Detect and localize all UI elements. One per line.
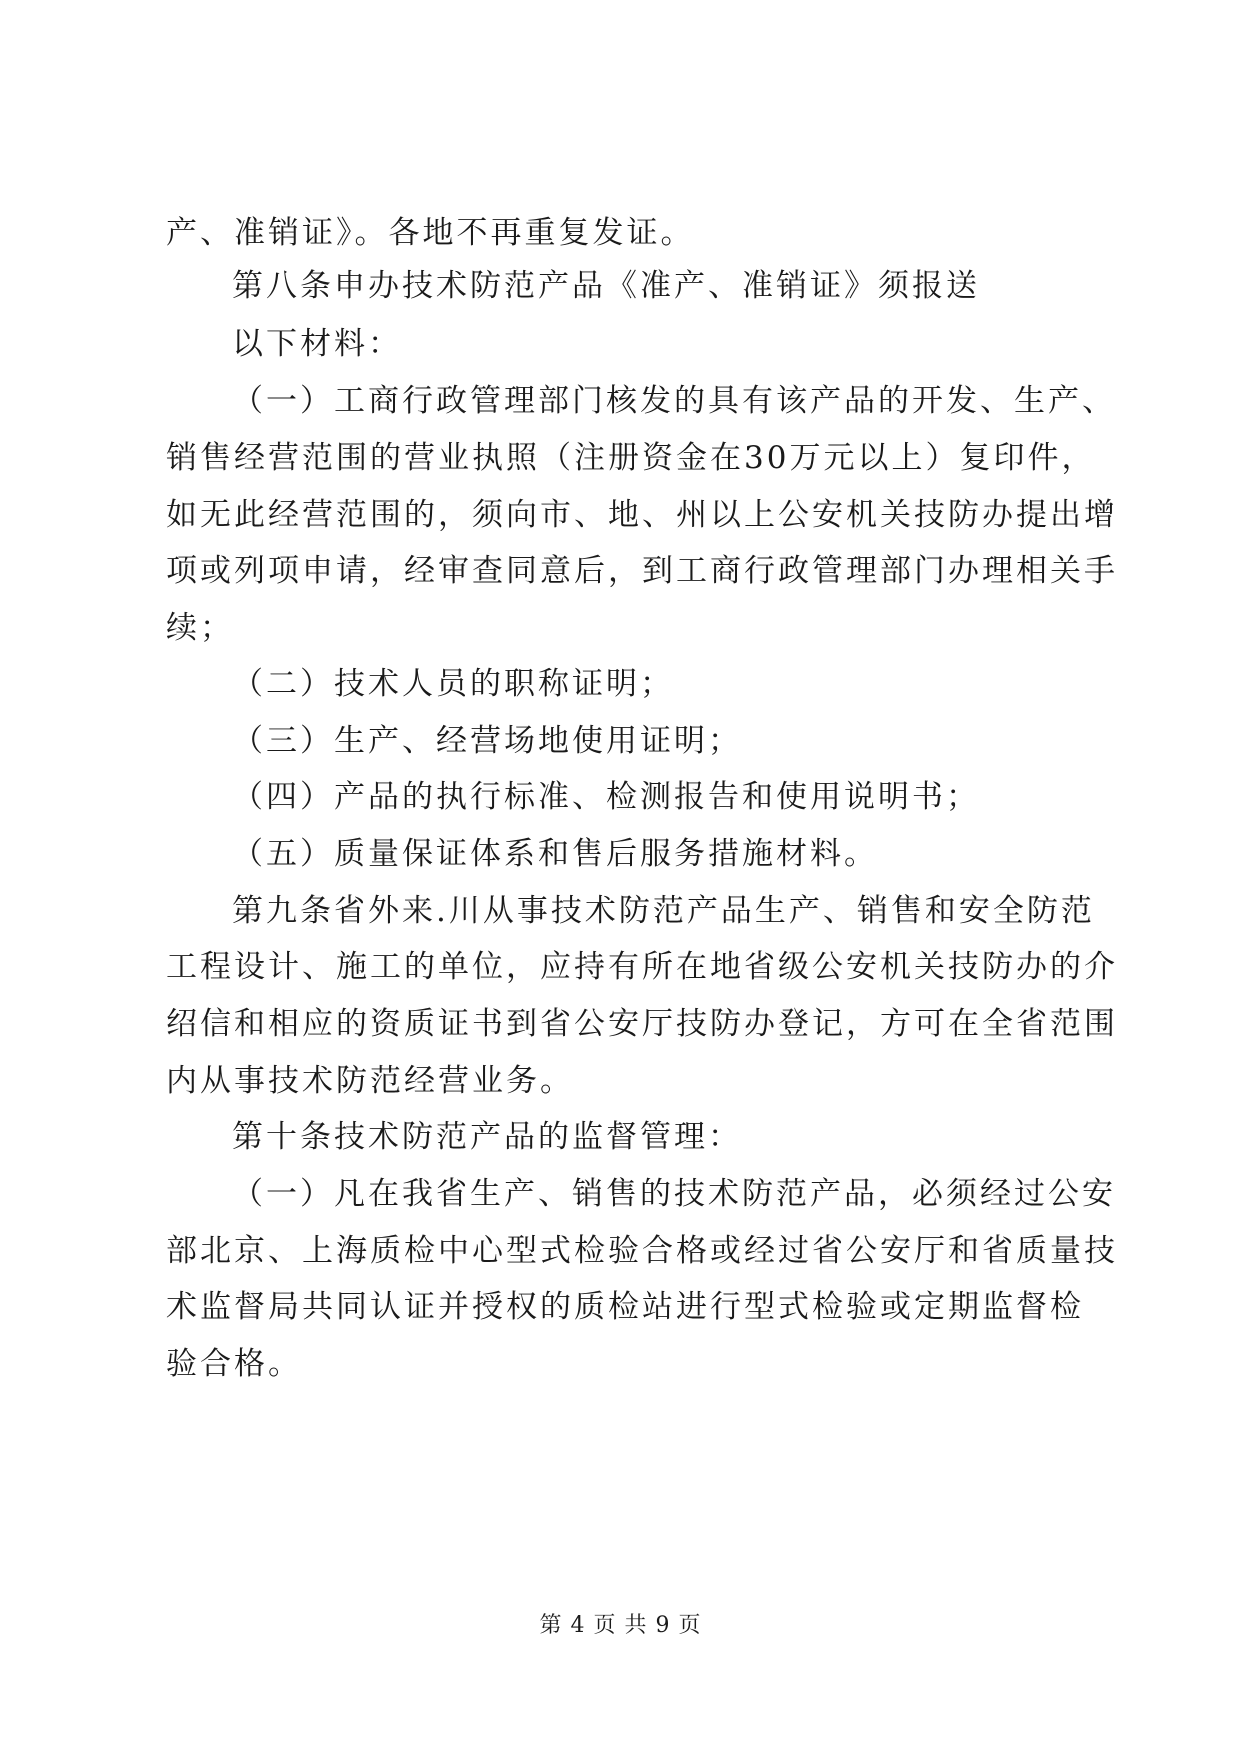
text-line: 工程设计、施工的单位，应持有所在地省级公安机关技防办的介: [166, 949, 1118, 985]
article-8-heading: 第八条申办技术防范产品《准产、准销证》须报送: [232, 268, 980, 304]
text-line: 销售经营范围的营业执照（注册资金在30万元以上）复印件，: [166, 440, 1096, 476]
text-line: 项或列项申请，经审查同意后，到工商行政管理部门办理相关手: [166, 553, 1118, 589]
text-line: 验合格。: [166, 1346, 302, 1382]
list-item: （一）工商行政管理部门核发的具有该产品的开发、生产、: [232, 383, 1116, 419]
text-line: 以下材料：: [232, 326, 402, 362]
list-item: （一）凡在我省生产、销售的技术防范产品，必须经过公安: [232, 1176, 1116, 1212]
page-number-footer: 第 4 页 共 9 页: [539, 1613, 702, 1638]
list-item: （四）产品的执行标准、检测报告和使用说明书；: [232, 779, 980, 815]
text-line: 续；: [166, 610, 234, 646]
article-9-heading: 第九条省外来.川从事技术防范产品生产、销售和安全防范: [232, 893, 1095, 929]
list-item: （二）技术人员的职称证明；: [232, 666, 674, 702]
article-10-heading: 第十条技术防范产品的监督管理：: [232, 1119, 742, 1155]
text-line: 术监督局共同认证并授权的质检站进行型式检验或定期监督检: [166, 1289, 1084, 1325]
text-line: 产、准销证》。各地不再重复发证。: [166, 215, 695, 251]
text-line: 如无此经营范围的，须向市、地、州以上公安机关技防办提出增: [166, 497, 1118, 533]
text-line: 内从事技术防范经营业务。: [166, 1063, 574, 1099]
text-line: 绍信和相应的资质证书到省公安厅技防办登记，方可在全省范围: [166, 1006, 1118, 1042]
text-line: 部北京、上海质检中心型式检验合格或经过省公安厅和省质量技: [166, 1233, 1118, 1269]
list-item: （五）质量保证体系和售后服务措施材料。: [232, 836, 878, 872]
list-item: （三）生产、经营场地使用证明；: [232, 723, 742, 759]
